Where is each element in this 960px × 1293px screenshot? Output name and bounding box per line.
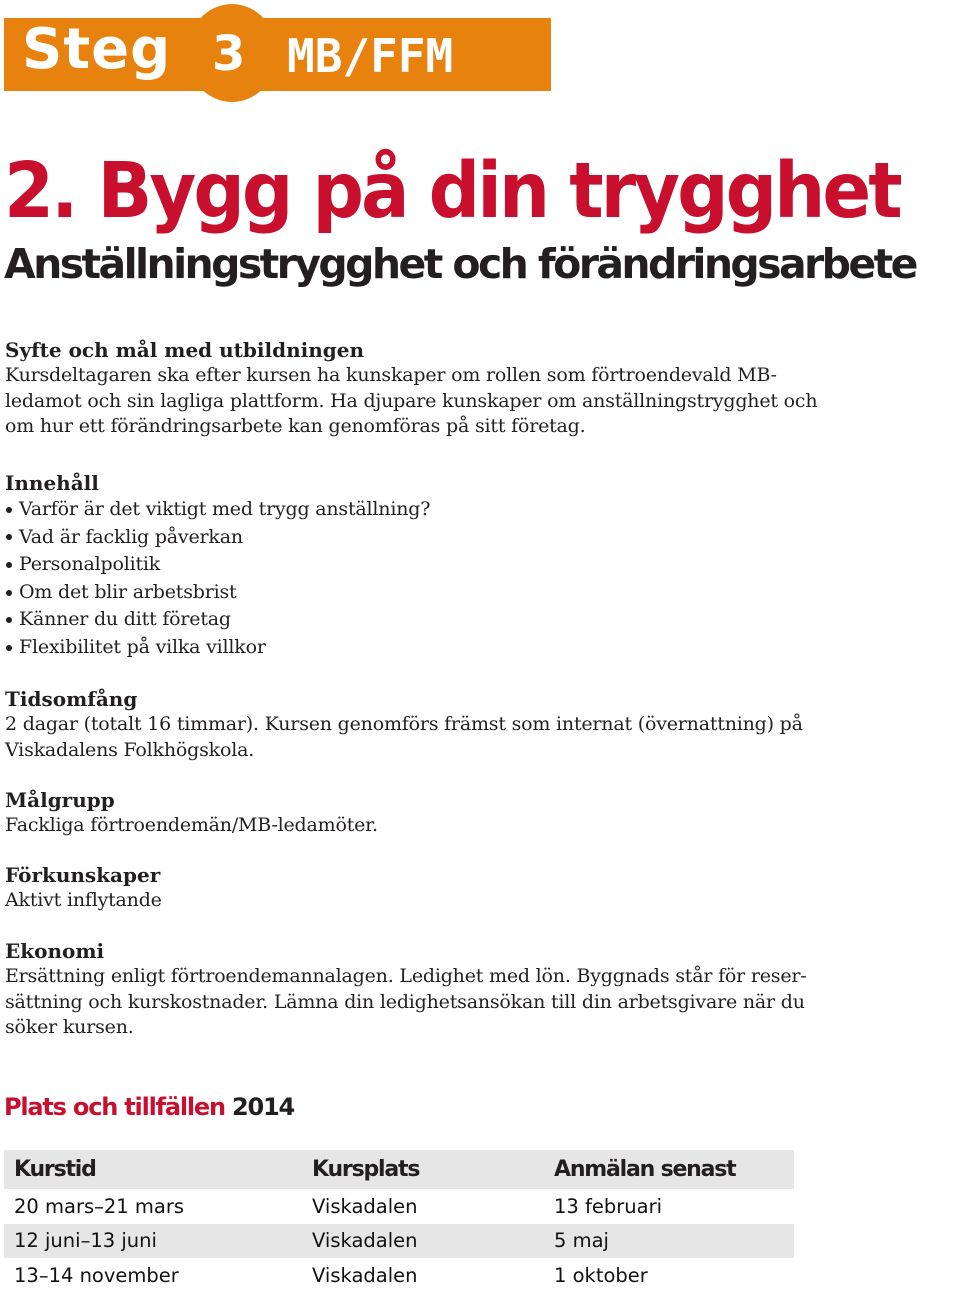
paragraph-line: sättning och kurskostnader. Lämna din ledighetsansökan till din arbetsgivare när du — [5, 990, 805, 1013]
bullet-icon — [6, 534, 12, 540]
step-label: Steg — [22, 17, 172, 82]
table-cell: Viskadalen — [312, 1229, 418, 1253]
course-tag: MB/FFM — [287, 29, 454, 83]
section-target-group — [5, 787, 905, 839]
paragraph-line: söker kursen. — [5, 1016, 134, 1038]
list-item — [5, 606, 905, 634]
list-item-text: Personalpolitik — [19, 553, 161, 576]
bullet-icon — [6, 617, 12, 623]
list-item — [5, 551, 905, 579]
table-cell: Viskadalen — [312, 1263, 418, 1287]
section-heading: Innehåll — [5, 471, 99, 495]
table-cell: 13 februari — [554, 1194, 663, 1218]
paragraph-line: Fackliga förtroendemän/MB-ledamöter. — [5, 814, 378, 836]
table-cell: Viskadalen — [312, 1194, 418, 1218]
section-finance — [5, 938, 905, 1041]
paragraph-line: ledamot och sin lagliga plattform. Ha djupare kunskaper om anställningstrygghet och — [5, 389, 818, 412]
table-cell: 5 maj — [554, 1229, 609, 1253]
paragraph-line: Viskadalens Folkhögskola. — [5, 738, 255, 761]
list-item-text: Känner du ditt företag — [19, 608, 231, 631]
paragraph-line: 2 dagar (totalt 16 timmar). Kursen genomförs främst som internat (övernattning) på — [5, 713, 803, 735]
paragraph-line: om hur ett förändringsarbete kan genomföras på sitt företag. — [5, 415, 586, 437]
section-duration — [5, 686, 905, 763]
list-item — [5, 524, 905, 552]
column-header-course-time: Kurstid — [14, 1157, 96, 1182]
list-item-text: Flexibilitet på vilka villkor — [19, 636, 266, 659]
table-row — [4, 1189, 794, 1224]
schedule-heading — [4, 1090, 294, 1124]
section-heading: Syfte och mål med utbildningen — [5, 338, 365, 362]
table-row — [4, 1224, 794, 1259]
bullet-icon — [6, 645, 12, 651]
table-header-row — [4, 1150, 794, 1189]
bullet-icon — [6, 562, 12, 568]
section-heading: Ekonomi — [5, 939, 105, 963]
page-subtitle: Anställningstrygghet och förändringsarbete — [4, 240, 916, 288]
page-title: 2. Bygg på din trygghet — [4, 146, 900, 236]
section-purpose — [5, 337, 905, 440]
section-heading: Tidsomfång — [5, 687, 138, 711]
column-header-registration-deadline: Anmälan senast — [554, 1157, 736, 1182]
list-item — [5, 579, 905, 607]
content-list — [5, 496, 905, 662]
section-prerequisites — [5, 862, 905, 914]
section-heading: Förkunskaper — [5, 863, 161, 887]
list-item — [5, 496, 905, 524]
paragraph-line: Ersättning enligt förtroendemannalagen. Ledighet med lön. Byggnads står för reser- — [5, 965, 807, 987]
table-cell: 1 oktober — [554, 1263, 648, 1287]
table-row — [4, 1258, 794, 1293]
paragraph-line: Aktivt inflytande — [5, 889, 162, 911]
list-item-text: Varför är det viktigt med trygg anställning? — [19, 498, 431, 521]
list-item-text: Vad är facklig påverkan — [19, 525, 243, 548]
paragraph-line: Kursdeltagaren ska efter kursen ha kunskaper om rollen som förtroendevald MB- — [5, 364, 777, 386]
schedule-table — [4, 1150, 794, 1293]
schedule-heading-year: 2014 — [232, 1093, 295, 1121]
table-cell: 12 juni–13 juni — [14, 1229, 157, 1253]
list-item-text: Om det blir arbetsbrist — [19, 580, 237, 603]
bullet-icon — [6, 590, 12, 596]
section-content — [5, 470, 905, 662]
section-heading: Målgrupp — [5, 788, 115, 812]
table-cell: 20 mars–21 mars — [14, 1194, 185, 1218]
step-number: 3 — [212, 26, 246, 82]
table-cell: 13–14 november — [14, 1263, 179, 1287]
schedule-heading-label: Plats och tillfällen — [4, 1093, 225, 1121]
list-item — [5, 634, 905, 662]
bullet-icon — [6, 507, 12, 513]
column-header-course-location: Kursplats — [312, 1157, 420, 1182]
